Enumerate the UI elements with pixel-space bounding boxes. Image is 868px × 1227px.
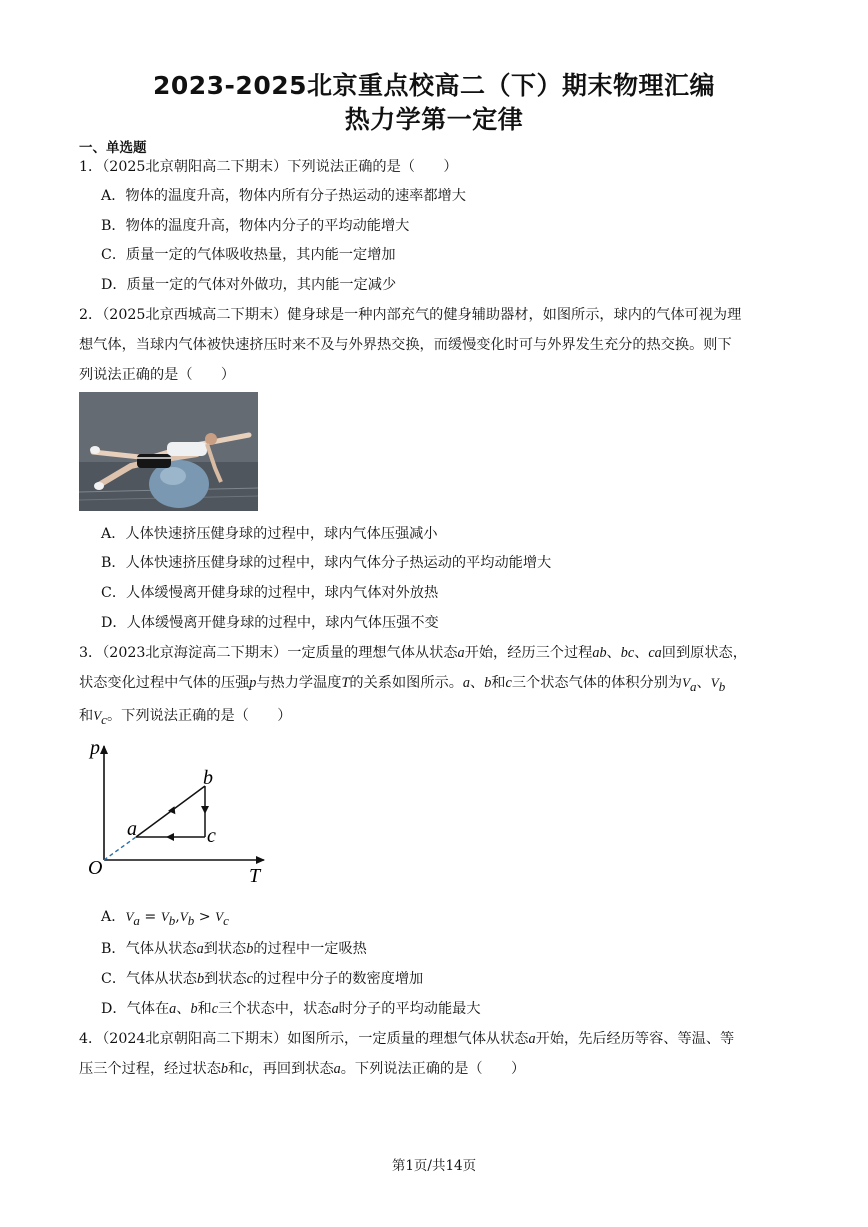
point-label-c: c [207,825,216,847]
axis-label-p: p [90,737,100,759]
axis-label-t: T [249,865,261,887]
question-2-stem-line1: 2．（2025北京西城高二下期末）健身球是一种内部充气的健身辅助器材，如图所示，球内的气体可视为理 [79,307,742,323]
p-t-graph [82,736,272,888]
section-heading: 一、单选题 [79,140,147,156]
question-3-option-c: C．气体从状态b到状态c的过程中分子的数密度增加 [101,971,424,987]
question-2-option-a: A．人体快速挤压健身球的过程中，球内气体压强减小 [101,526,438,542]
point-label-a: a [127,818,137,840]
arrow-bc [201,806,209,814]
arrow-ca [166,833,174,841]
question-2-option-d: D．人体缓慢离开健身球的过程中，球内气体压强不变 [101,615,439,631]
question-1-option-a: A．物体的温度升高，物体内所有分子热运动的速率都增大 [101,188,466,204]
question-3-option-d: D．气体在a、b和c三个状态中，状态a时分子的平均动能最大 [101,1001,481,1017]
fitness-ball-photo [79,392,258,511]
question-4-stem-line1: 4．（2024北京朝阳高二下期末）如图所示，一定质量的理想气体从状态a开始，先后经历等容、等温、等 [79,1031,735,1047]
origin-dashed-line [104,837,136,860]
question-1-stem: 1．（2025北京朝阳高二下期末）下列说法正确的是（ ） [79,159,458,175]
question-2-stem-line3: 列说法正确的是（ ） [79,367,236,383]
question-3-stem-line2: 状态变化过程中气体的压强p与热力学温度T的关系如图所示。a、b和c三个状态气体的体积分别为$V_a$、$V_b$ [79,675,726,694]
page-number: 第1页/共14页 [391,1158,477,1174]
question-1-option-d: D．质量一定的气体对外做功，其内能一定减少 [101,277,397,293]
question-1-option-c: C．质量一定的气体吸收热量，其内能一定增加 [101,247,396,263]
question-3-option-b: B．气体从状态a到状态b的过程中一定吸热 [101,941,367,957]
question-3-stem-line1: 3．（2023北京海淀高二下期末）一定质量的理想气体从状态a开始，经历三个过程ab、bc、ca回到原状态， [79,645,747,661]
question-3-option-a: A．$V_a = V_b,V_b > V_c$ [101,909,229,928]
arrow-ab [168,806,179,816]
document-subtitle: 热力学第一定律 [344,105,524,134]
question-4-stem-line2: 压三个过程，经过状态b和c，再回到状态a。下列说法正确的是（ ） [79,1061,526,1077]
question-2-stem-line2: 想气体，当球内气体被快速挤压时来不及与外界热交换，而缓慢变化时可与外界发生充分的热交换。则下 [79,337,732,353]
question-2-option-b: B．人体快速挤压健身球的过程中，球内气体分子热运动的平均动能增大 [101,555,552,571]
document-title: 2023-2025北京重点校高二（下）期末物理汇编 [152,71,716,100]
question-3-stem-line3: 和$V_c$。下列说法正确的是（ ） [79,708,292,727]
point-label-b: b [203,767,213,789]
question-2-option-c: C．人体缓慢离开健身球的过程中，球内气体对外放热 [101,585,439,601]
origin-label: O [88,857,103,879]
question-1-option-b: B．物体的温度升高，物体内分子的平均动能增大 [101,218,410,234]
